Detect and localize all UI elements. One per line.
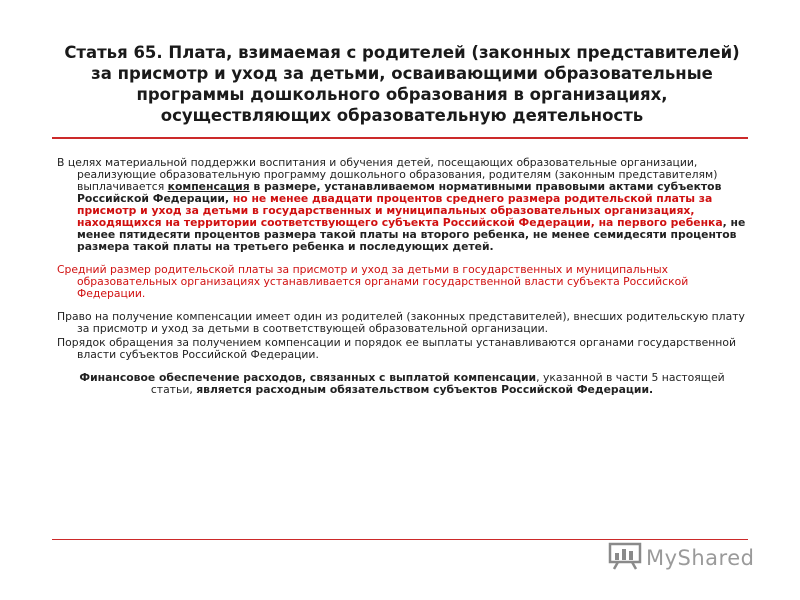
watermark-text: MyShared — [646, 546, 755, 570]
p1-term-compensation: компенсация — [167, 180, 250, 193]
p1-text-3: , не менее пятидесяти процентов размера такой платы на второго ребенка, не менее семидесяти процентов размера такой платы на третьего ребенка и последующих детей. — [77, 216, 746, 253]
p5-bold-2: является расходным обязательством субъектов Российской Федерации. — [196, 383, 654, 396]
p5-text: , указанной в части 5 настоящей статьи, — [150, 371, 725, 396]
watermark — [608, 542, 754, 574]
p5-bold-1: Финансовое обеспечение расходов, связанных с выплатой компенсации — [79, 371, 537, 384]
paragraph-right-to-compensation: Право на получение компенсации имеет один из родителей (законных представителей), внесших родительскую плату за присмотр и уход за детьми в соответствующей образовательной организации. — [57, 310, 745, 335]
slide-body — [57, 157, 747, 396]
p1-text-2: в размере, устанавливаемом нормативными правовыми актами субъектов Российской Федерации, — [77, 180, 722, 205]
paragraph-average-fee: Средний размер родительской платы за присмотр и уход за детьми в государственных и муниципальных образовательных организациях устанавливается органами государственной власти субъекта Российской Федерации. — [57, 263, 689, 300]
paragraph-compensation — [57, 157, 747, 253]
slide-title: Статья 65. Плата, взимаемая с родителей (законных представителей) за присмотр и уход за детьми, осваивающими образовательные программы дошкольного образования в организациях, осуществляющих образовательную деятельность — [64, 43, 740, 125]
paragraph-financing — [57, 372, 747, 396]
presentation-board-icon — [608, 542, 642, 574]
p1-text-1: В целях материальной поддержки воспитания и обучения детей, посещающих образовательные организации, реализующие образовательную программу дошкольного образования, родителям (законным представителям) выплачивается — [57, 156, 718, 193]
title-divider — [52, 137, 748, 139]
footer-divider — [52, 539, 748, 540]
paragraph-procedure: Порядок обращения за получением компенсации и порядок ее выплаты устанавливаются органами государственной власти субъектов Российской Федерации. — [57, 336, 736, 361]
p1-highlight: но не менее двадцати процентов среднего размера родительской платы за присмотр и уход за детьми в государственных и муниципальных образовательных организациях, находящихся на территории соответствующего субъекта Российской Федерации, на первого ребенка — [77, 192, 723, 229]
